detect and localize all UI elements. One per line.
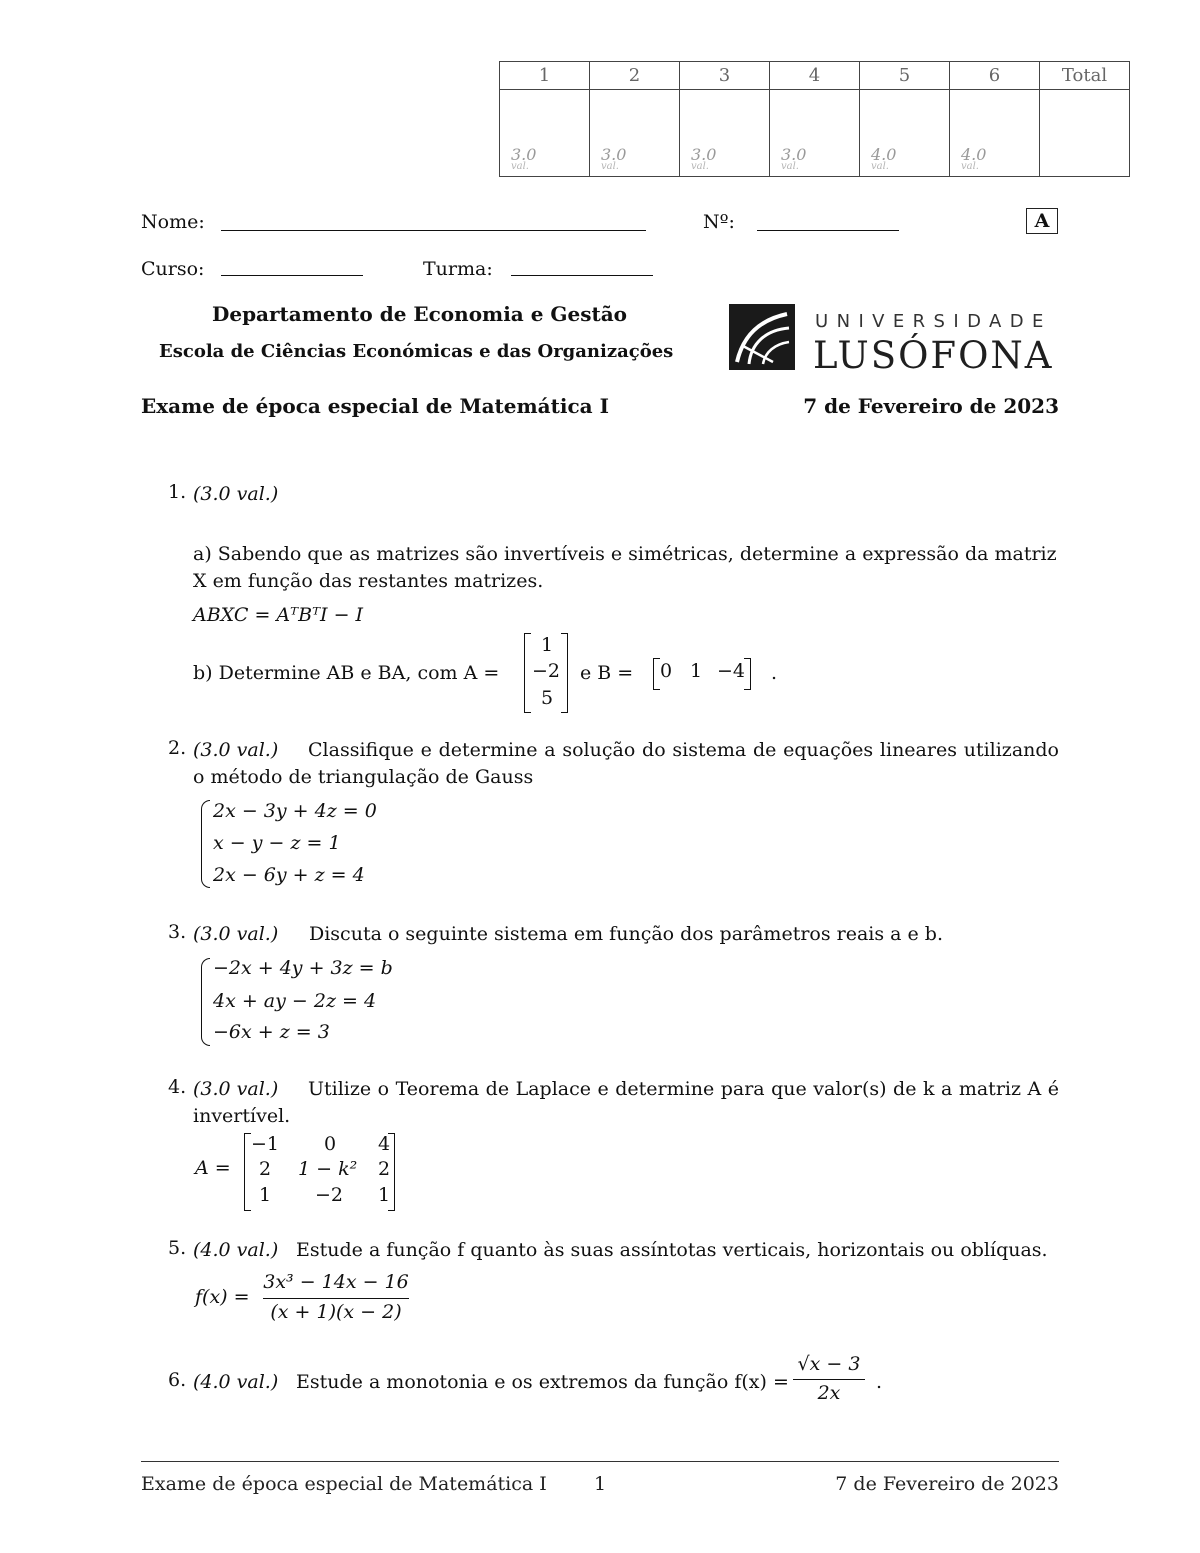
matrix-cell: 4 bbox=[378, 1133, 391, 1155]
question-1b-text: b) Determine AB e BA, com A = bbox=[193, 662, 500, 684]
logo-lusofona-text: LUSÓFONA bbox=[813, 334, 1054, 377]
name-label: Nome: bbox=[141, 211, 205, 233]
logo-university-text: UNIVERSIDADE bbox=[815, 311, 1052, 332]
grade-header-cell: 5 bbox=[860, 62, 950, 90]
fraction-denominator: (x + 1)(x − 2) bbox=[270, 1301, 402, 1323]
question-number: 5. bbox=[168, 1237, 187, 1259]
footer-page-number: 1 bbox=[594, 1473, 607, 1495]
question-5-text: Estude a função f quanto às suas assíntotas verticais, horizontais ou oblíquas. bbox=[296, 1239, 1048, 1261]
question-6-text: Estude a monotonia e os extremos da função f(x) = bbox=[296, 1371, 789, 1393]
grade-unit: val. bbox=[781, 161, 799, 172]
matrix-cell: 2 bbox=[378, 1158, 391, 1180]
grade-total-cell[interactable] bbox=[1040, 90, 1130, 177]
grade-unit: val. bbox=[871, 161, 889, 172]
system-equation: 2x − 3y + 4z = 0 bbox=[213, 800, 377, 822]
question-1a-text: a) Sabendo que as matrizes são invertíveis e simétricas, determine a expressão da matriz X em função das restantes matrizes. bbox=[193, 543, 1057, 592]
system-brace bbox=[201, 958, 210, 1046]
grade-unit: val. bbox=[601, 161, 619, 172]
grade-table bbox=[499, 61, 1130, 177]
grade-score-cell[interactable] bbox=[500, 90, 590, 177]
grade-points: 3.0 bbox=[691, 145, 717, 164]
grade-points: 4.0 bbox=[961, 145, 987, 164]
question-number: 2. bbox=[168, 737, 187, 759]
matrix-bracket-left bbox=[244, 1133, 251, 1211]
grade-header-cell: 2 bbox=[590, 62, 680, 90]
grade-table-header-row bbox=[500, 62, 1130, 90]
question-number: 6. bbox=[168, 1369, 187, 1391]
question-1a-equation: ABXC = AᵀBᵀI − I bbox=[193, 604, 364, 626]
number-label: Nº: bbox=[703, 211, 735, 233]
matrix-label: A = bbox=[195, 1157, 231, 1179]
name-field[interactable] bbox=[221, 230, 646, 231]
question-points: (4.0 val.) bbox=[193, 1239, 279, 1261]
system-equation: −6x + z = 3 bbox=[213, 1021, 330, 1043]
fraction-denominator: 2x bbox=[817, 1382, 841, 1404]
fraction-numerator: √x − 3 bbox=[797, 1353, 861, 1375]
function-label: f(x) = bbox=[195, 1286, 250, 1308]
question-number: 3. bbox=[168, 921, 187, 943]
fraction-bar bbox=[263, 1298, 409, 1299]
system-equation: x − y − z = 1 bbox=[213, 832, 341, 854]
question-points: (4.0 val.) bbox=[193, 1371, 279, 1393]
matrix-cell: 1 bbox=[690, 660, 703, 682]
question-3-text: Discuta o seguinte sistema em função dos parâmetros reais a e b. bbox=[309, 923, 944, 945]
grade-score-cell[interactable] bbox=[590, 90, 680, 177]
question-2-text: Classifique e determine a solução do sistema de equações lineares utilizando o método de triangulação de Gauss bbox=[193, 739, 1059, 788]
question-points: (3.0 val.) bbox=[193, 739, 279, 761]
question-number: 4. bbox=[168, 1076, 187, 1098]
footer-date: 7 de Fevereiro de 2023 bbox=[835, 1473, 1059, 1495]
grade-table-score-row bbox=[500, 90, 1130, 177]
course-field[interactable] bbox=[221, 275, 363, 276]
system-equation: 2x − 6y + z = 4 bbox=[213, 864, 365, 886]
university-logo-icon bbox=[729, 304, 795, 370]
department-name: Departamento de Economia e Gestão bbox=[212, 302, 627, 326]
matrix-cell: 0 bbox=[660, 660, 673, 682]
matrix-bracket-right bbox=[744, 658, 751, 690]
number-field[interactable] bbox=[757, 230, 899, 231]
grade-header-cell: 1 bbox=[500, 62, 590, 90]
question-4-text: Utilize o Teorema de Laplace e determine para que valor(s) de k a matriz A é invertível. bbox=[193, 1078, 1059, 1127]
grade-points: 4.0 bbox=[871, 145, 897, 164]
question-number: 1. bbox=[168, 481, 187, 503]
grade-score-cell[interactable] bbox=[680, 90, 770, 177]
exam-title: Exame de época especial de Matemática I bbox=[141, 394, 609, 418]
matrix-cell: −4 bbox=[717, 660, 746, 682]
grade-unit: val. bbox=[511, 161, 529, 172]
grade-unit: val. bbox=[691, 161, 709, 172]
system-equation: −2x + 4y + 3z = b bbox=[213, 957, 393, 979]
grade-score-cell[interactable] bbox=[950, 90, 1040, 177]
matrix-cell: 1 bbox=[378, 1184, 391, 1206]
matrix-cell: 1 bbox=[259, 1184, 272, 1206]
grade-score-cell[interactable] bbox=[770, 90, 860, 177]
matrix-cell: 0 bbox=[323, 1133, 337, 1155]
grade-header-cell: 6 bbox=[950, 62, 1040, 90]
matrix-cell: −2 bbox=[531, 660, 560, 682]
class-field[interactable] bbox=[511, 275, 653, 276]
matrix-cell: 2 bbox=[259, 1158, 272, 1180]
question-points: (3.0 val.) bbox=[193, 483, 279, 505]
fraction-numerator: 3x³ − 14x − 16 bbox=[263, 1271, 409, 1293]
system-equation: 4x + ay − 2z = 4 bbox=[213, 990, 377, 1012]
course-label: Curso: bbox=[141, 258, 205, 280]
grade-header-cell: 4 bbox=[770, 62, 860, 90]
matrix-cell: 5 bbox=[540, 687, 554, 709]
matrix-cell: 1 − k² bbox=[298, 1158, 358, 1180]
system-brace bbox=[201, 800, 210, 888]
question-1b-and: e B = bbox=[580, 662, 634, 684]
footer-rule bbox=[141, 1461, 1059, 1462]
matrix-cell: −2 bbox=[315, 1184, 344, 1206]
grade-points: 3.0 bbox=[601, 145, 627, 164]
class-label: Turma: bbox=[423, 258, 493, 280]
exam-date: 7 de Fevereiro de 2023 bbox=[803, 394, 1059, 418]
footer-title: Exame de época especial de Matemática I bbox=[141, 1473, 547, 1495]
grade-points: 3.0 bbox=[781, 145, 807, 164]
grade-score-cell[interactable] bbox=[860, 90, 950, 177]
matrix-cell: −1 bbox=[251, 1133, 280, 1155]
question-points: (3.0 val.) bbox=[193, 1078, 279, 1100]
question-points: (3.0 val.) bbox=[193, 923, 279, 945]
grade-unit: val. bbox=[961, 161, 979, 172]
grade-header-cell: 3 bbox=[680, 62, 770, 90]
grade-points: 3.0 bbox=[511, 145, 537, 164]
matrix-bracket-right bbox=[561, 633, 568, 713]
exam-version-badge: A bbox=[1026, 208, 1058, 234]
matrix-bracket-left bbox=[653, 658, 660, 690]
school-name: Escola de Ciências Económicas e das Organizações bbox=[159, 341, 674, 362]
fraction-bar bbox=[793, 1379, 865, 1380]
grade-header-cell: Total bbox=[1040, 62, 1130, 90]
matrix-cell: 1 bbox=[540, 634, 554, 656]
